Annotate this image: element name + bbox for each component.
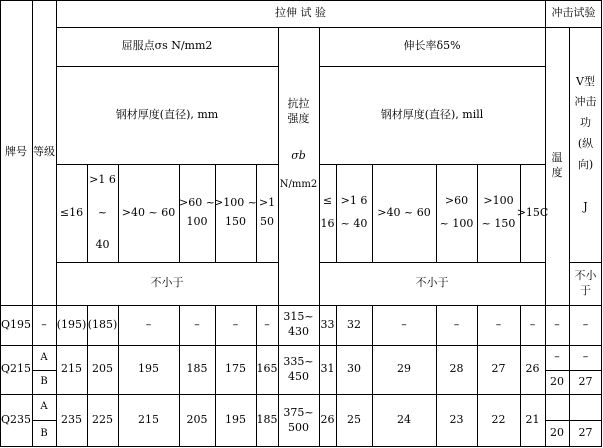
not-less-than-yield: 不小于 xyxy=(150,276,184,290)
tensile-strength-value xyxy=(278,394,319,447)
tensile-strength-value-part: 500 xyxy=(288,420,309,434)
impact-energy-cell: – xyxy=(582,350,589,364)
tensile-strength-value-part: 430 xyxy=(288,325,309,338)
elongation-range-label: >15C xyxy=(516,205,549,219)
elongation-range-label: >1 6 xyxy=(340,194,368,208)
tensile-strength-value-part: 335~ xyxy=(283,354,314,368)
yield-range-label: >40 ~ 60 xyxy=(121,205,176,219)
grade-cell: Q195 xyxy=(0,317,31,331)
yield-range-label: >60 ~ xyxy=(179,196,215,210)
v-impact-label-line xyxy=(584,179,588,194)
level-cell: A xyxy=(40,401,48,413)
yield-range-label: 150 xyxy=(225,215,246,228)
elongation-value-cell: 29 xyxy=(397,362,411,376)
yield-range-label: >1 6 xyxy=(89,172,116,186)
elongation-range-label: ~ 40 xyxy=(340,217,368,230)
elongation-range-label: ≤ xyxy=(322,194,333,208)
tensile-test-header: 拉伸 试 验 xyxy=(275,6,326,20)
elongation-value-cell: 32 xyxy=(347,317,361,331)
temperature-cell: – xyxy=(554,317,560,331)
yield-range-label: ~ xyxy=(97,205,108,219)
elongation-value-cell: – xyxy=(529,317,536,331)
temperature-cell: – xyxy=(554,350,560,364)
elongation-value-cell: – xyxy=(453,317,460,331)
level-cell: B xyxy=(40,427,48,439)
elongation-value-cell: 27 xyxy=(491,362,506,376)
yield-value-cell: 205 xyxy=(92,362,113,376)
elongation-range-header xyxy=(336,164,372,262)
yield-value-cell: 185 xyxy=(186,362,208,376)
yield-range-header xyxy=(215,164,256,262)
elongation-range-header xyxy=(516,164,549,262)
yield-value-cell: – xyxy=(264,317,270,331)
temperature-label: 温度 xyxy=(551,151,563,179)
elongation-range-header xyxy=(436,164,477,262)
yield-range-header xyxy=(87,164,118,262)
grade-cell: Q235 xyxy=(0,413,31,427)
impact-energy-cell xyxy=(569,394,602,420)
yield-range-header xyxy=(56,164,87,262)
yield-range-label: >100 ~ xyxy=(214,196,257,210)
v-impact-energy-header xyxy=(569,27,602,262)
yield-range-label: 50 xyxy=(260,215,274,228)
tensile-strength-symbol: σb xyxy=(291,149,306,163)
yield-range-label: >1 xyxy=(258,196,276,210)
elongation-value-cell: 33 xyxy=(320,317,335,331)
tensile-strength-value xyxy=(278,305,319,345)
elongation-value-cell: 22 xyxy=(491,413,506,427)
level-cell: – xyxy=(41,317,47,331)
grade-cell: Q215 xyxy=(0,362,31,376)
v-impact-label-line: 向) xyxy=(577,157,594,171)
elongation-range-label: ~ 100 xyxy=(439,217,474,230)
yield-value-cell: 185 xyxy=(256,413,278,427)
v-impact-label-line: 功 xyxy=(580,116,591,130)
impact-energy-cell: 27 xyxy=(578,374,593,388)
v-impact-label-line: 冲击 xyxy=(574,95,597,109)
elongation-value-cell: 26 xyxy=(525,362,540,376)
elongation-value-cell: 25 xyxy=(347,413,361,427)
yield-range-header xyxy=(179,164,215,262)
impact-energy-cell: 27 xyxy=(578,426,593,440)
yield-value-cell: (185) xyxy=(87,317,118,331)
impact-test-header: 冲击试验 xyxy=(551,6,596,20)
elongation-value-cell: 30 xyxy=(347,362,361,376)
elongation-range-header xyxy=(319,164,336,262)
yield-value-cell: 215 xyxy=(138,413,159,427)
yield-value-cell: 195 xyxy=(138,362,159,376)
impact-energy-cell: – xyxy=(582,317,589,331)
elongation-value-cell: 31 xyxy=(320,362,335,376)
yield-range-header xyxy=(118,164,179,262)
tensile-strength-label: 抗拉强度 xyxy=(287,97,310,126)
level-column-header: 等级 xyxy=(33,145,55,159)
v-impact-label-line: V型 xyxy=(576,74,595,88)
yield-value-cell: 235 xyxy=(61,413,82,427)
yield-value-cell: 175 xyxy=(225,362,246,376)
yield-value-cell: 215 xyxy=(61,362,82,376)
yield-point-header: 屈服点σs N/mm2 xyxy=(121,39,213,53)
yield-range-label: ≤16 xyxy=(59,205,84,219)
elongation-value-cell: – xyxy=(495,317,502,331)
grade-column-header: 牌号 xyxy=(5,145,27,159)
yield-value-cell: 165 xyxy=(256,362,278,376)
tensile-strength-header xyxy=(278,27,319,262)
temperature-cell: 20 xyxy=(550,426,564,440)
yield-range-label: 40 xyxy=(95,238,110,252)
tensile-strength-value-part: 375~ xyxy=(283,405,314,419)
elongation-range-label: 16 xyxy=(320,217,335,230)
v-impact-label-line: J xyxy=(583,199,588,213)
yield-range-header xyxy=(256,164,278,262)
tensile-strength-value-part: 450 xyxy=(288,369,309,383)
elongation-header: 伸长率δ5% xyxy=(403,39,461,53)
thickness-header-yield: 钢材厚度(直径), mm xyxy=(115,107,219,121)
temperature-cell: 20 xyxy=(550,374,564,388)
elongation-value-cell: 23 xyxy=(449,413,464,427)
yield-value-cell: 195 xyxy=(225,413,246,427)
elongation-range-header xyxy=(372,164,436,262)
yield-value-cell: – xyxy=(194,317,200,331)
v-impact-label-line: (纵 xyxy=(577,137,594,151)
elongation-range-header xyxy=(477,164,520,262)
level-cell: B xyxy=(40,376,48,388)
elongation-value-cell: 24 xyxy=(397,413,411,427)
elongation-value-cell: – xyxy=(401,317,407,331)
level-cell: A xyxy=(40,351,48,363)
yield-value-cell: – xyxy=(232,317,239,331)
elongation-value-cell: 26 xyxy=(320,413,335,427)
elongation-value-cell: 28 xyxy=(449,362,464,376)
tensile-strength-value xyxy=(278,345,319,394)
elongation-range-label: ~ 150 xyxy=(481,217,516,230)
elongation-range-label: >40 ~ 60 xyxy=(377,205,431,219)
elongation-value-cell: 21 xyxy=(525,413,540,427)
tensile-strength-unit: N/mm2 xyxy=(279,179,318,191)
tensile-strength-value-part: 315~ xyxy=(283,310,314,324)
yield-value-cell: (195) xyxy=(56,317,87,331)
yield-value-cell: 205 xyxy=(186,413,208,427)
elongation-range-label: >60 xyxy=(444,194,469,208)
not-less-than-elongation: 不小于 xyxy=(415,276,449,290)
not-less-than-impact: 不小于 xyxy=(574,268,597,297)
temperature-cell xyxy=(545,394,569,420)
yield-range-label: 100 xyxy=(186,215,208,228)
yield-value-cell: 225 xyxy=(92,413,113,427)
thickness-header-elongation: 钢材厚度(直径), mill xyxy=(380,107,484,121)
temperature-header xyxy=(545,27,569,305)
elongation-range-label: >100 xyxy=(483,194,514,208)
yield-value-cell: – xyxy=(145,317,152,331)
